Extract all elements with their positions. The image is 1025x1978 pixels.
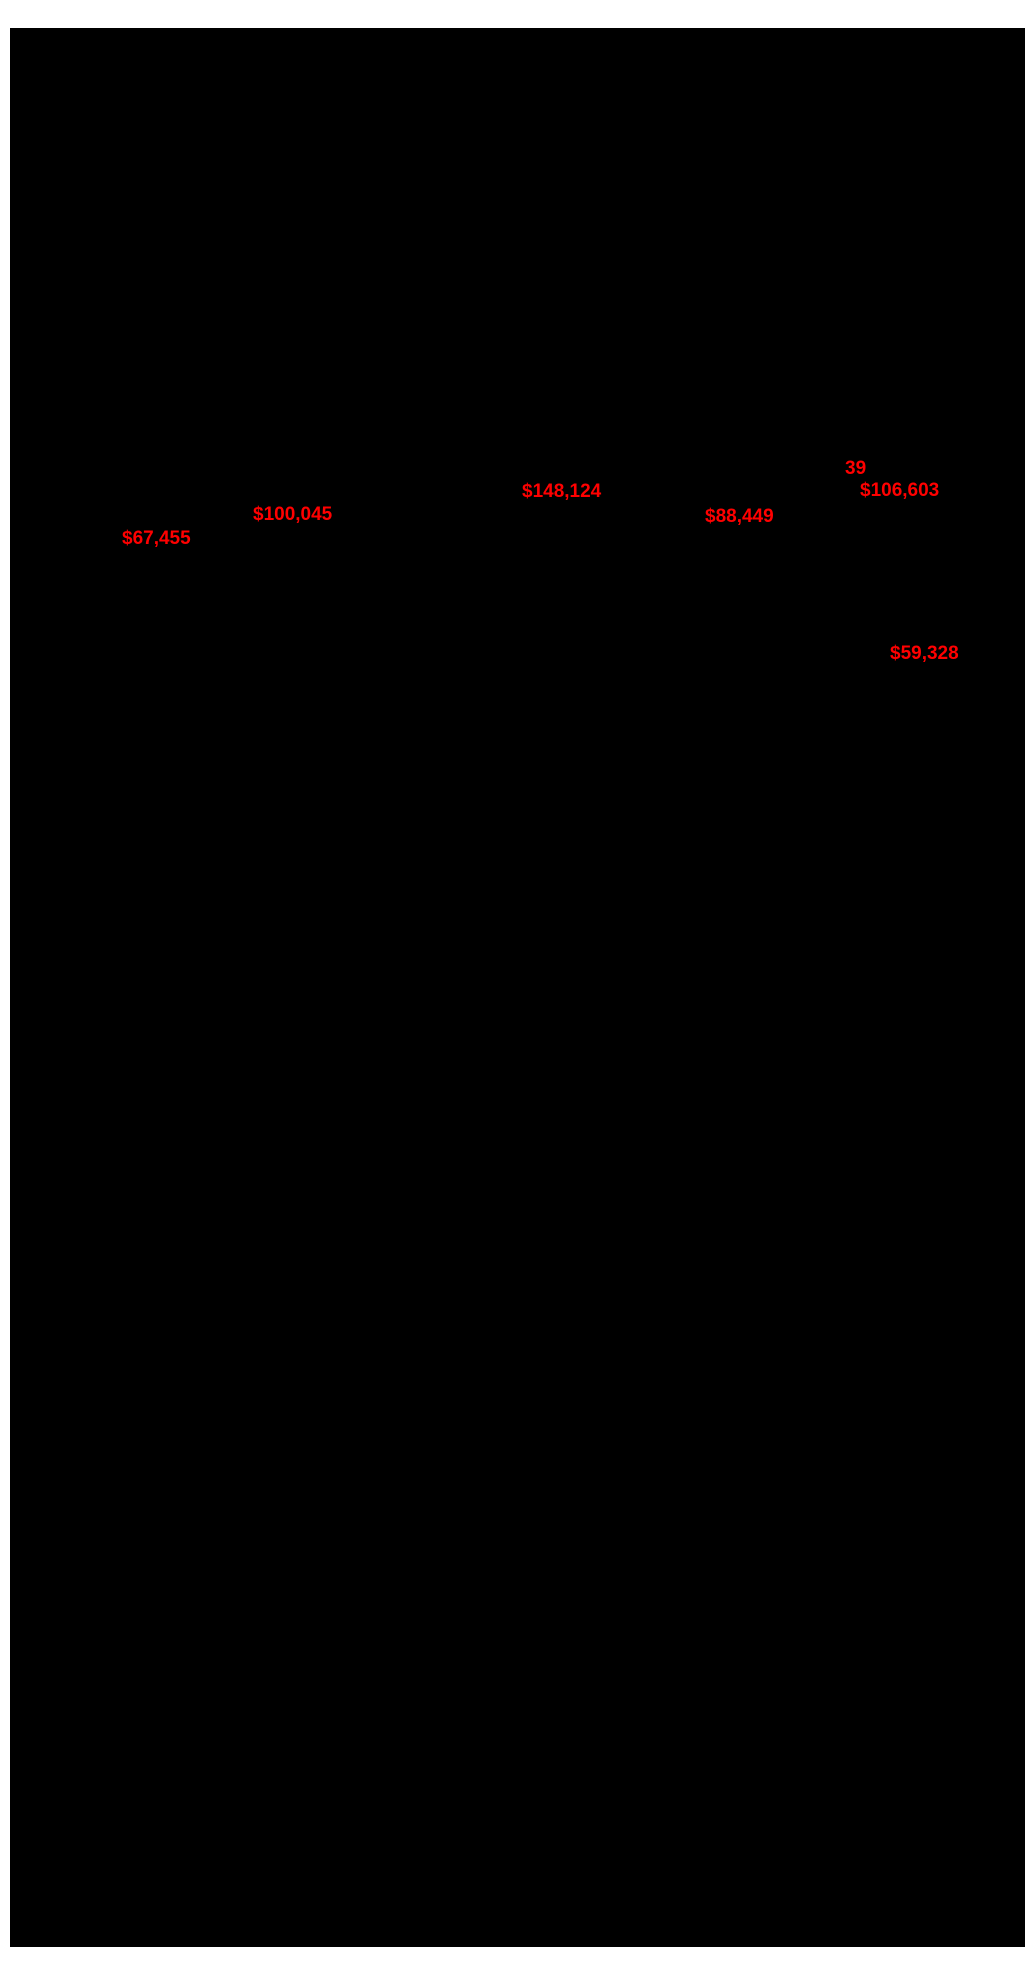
data-label: $100,045 [253, 504, 333, 525]
chart-canvas [10, 28, 1025, 1947]
data-label: $106,603 [860, 480, 940, 501]
data-label: $59,328 [890, 643, 959, 664]
data-label: 39 [845, 458, 867, 479]
data-label: $67,455 [122, 528, 191, 549]
data-label: $148,124 [522, 481, 602, 502]
data-label: $88,449 [705, 506, 774, 527]
